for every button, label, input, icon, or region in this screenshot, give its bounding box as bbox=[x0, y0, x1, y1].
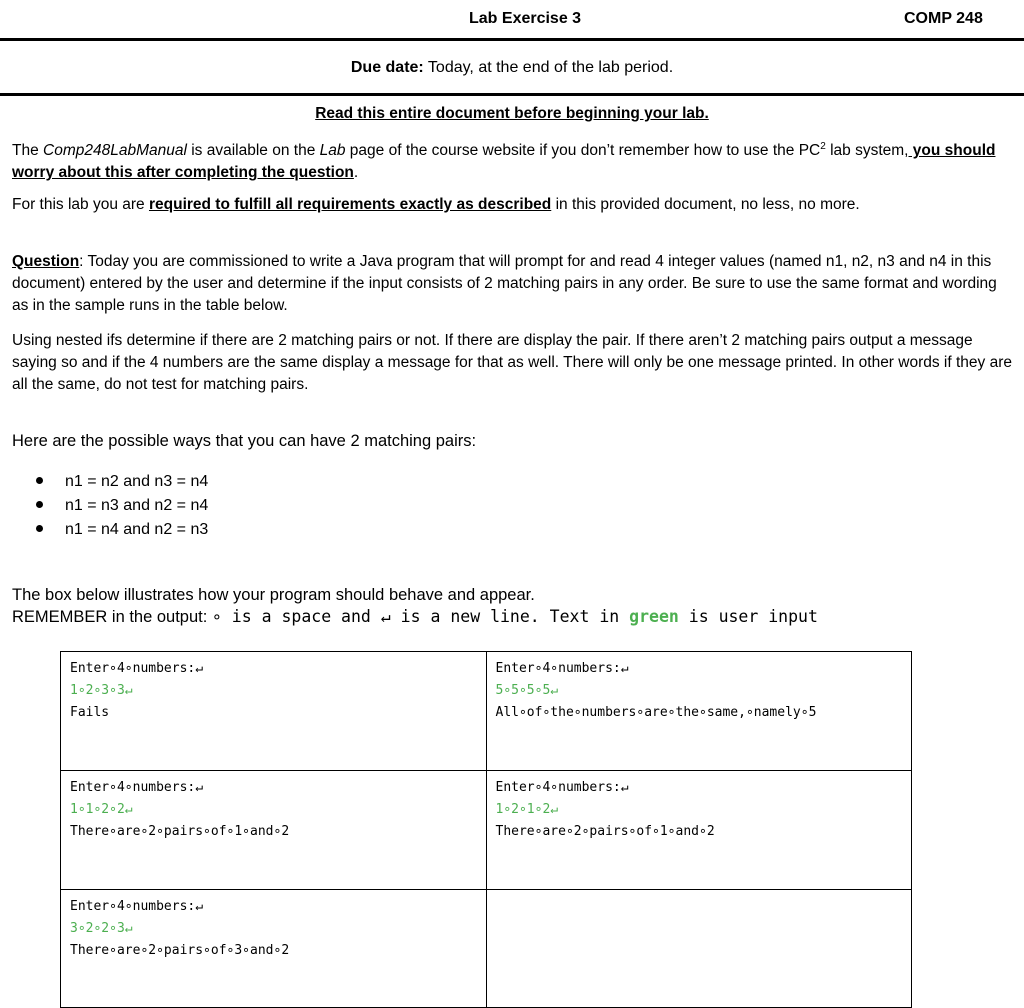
pair-ways-list bbox=[36, 470, 208, 542]
table-row bbox=[61, 771, 912, 890]
sample-run bbox=[486, 771, 912, 890]
sample-run bbox=[61, 652, 487, 771]
empty-cell bbox=[486, 890, 912, 1008]
question-text: : Today you are commissioned to write a Java program that will prompt for and read 4 integer values (named n1, n2, n3 and n4 in this document) entered by the user and determine if the input consists of 2 matching pairs in any order. Be sure to use the same format and wording as in the sample runs in the table below. bbox=[12, 253, 997, 314]
list-item bbox=[36, 494, 208, 518]
remember-line bbox=[12, 606, 1012, 628]
bullet-icon bbox=[36, 501, 43, 508]
lab-page-name: Lab bbox=[319, 142, 346, 160]
prompt-line: Enter∘4∘numbers:↵ bbox=[70, 899, 204, 914]
question-label: Question bbox=[12, 253, 80, 270]
due-rule bbox=[0, 93, 1024, 96]
bullet-icon bbox=[36, 525, 43, 532]
prompt-line: Enter∘4∘numbers:↵ bbox=[70, 661, 204, 676]
input-line: 1∘1∘2∘2↵ bbox=[70, 802, 133, 817]
input-line: 1∘2∘3∘3↵ bbox=[70, 683, 133, 698]
input-line: 3∘2∘2∘3↵ bbox=[70, 921, 133, 936]
table-row bbox=[61, 890, 912, 1008]
text: ∘ is a space and ↵ is a new line. Text in bbox=[211, 607, 630, 626]
sample-run bbox=[61, 890, 487, 1008]
emphasis: required to fulfill all requirements exactly as described bbox=[148, 196, 552, 213]
read-notice: Read this entire document before beginning your lab. bbox=[315, 105, 709, 122]
input-line: 5∘5∘5∘5↵ bbox=[495, 683, 559, 698]
text: n1 = n2 and n3 = n4 bbox=[65, 473, 209, 490]
output-line: There∘are∘2∘pairs∘of∘3∘and∘2 bbox=[70, 943, 290, 958]
output-line: Fails bbox=[70, 705, 110, 720]
sample-run bbox=[486, 652, 912, 771]
text: lab system, bbox=[825, 142, 909, 160]
lab-title: Lab Exercise 3 bbox=[469, 10, 582, 27]
requirements-paragraph bbox=[12, 194, 1012, 216]
text: . bbox=[353, 164, 359, 182]
emphasis: you should worry about this after completing the question bbox=[12, 142, 996, 182]
sample-runs-table bbox=[60, 651, 912, 1008]
green-word: green bbox=[629, 607, 679, 626]
manual-paragraph bbox=[12, 136, 1012, 184]
text: page of the course website if you don’t remember how to use the PC bbox=[345, 142, 821, 160]
text: REMEMBER in the output: bbox=[12, 608, 212, 626]
question-paragraph bbox=[12, 251, 1012, 317]
sample-run bbox=[61, 771, 487, 890]
course-code: COMP 248 bbox=[904, 10, 983, 27]
ways-intro: Here are the possible ways that you can have 2 matching pairs: bbox=[12, 432, 477, 450]
text: in this provided document, no less, no more. bbox=[551, 196, 860, 213]
box-intro: The box below illustrates how your program should behave and appear. bbox=[12, 586, 535, 604]
due-text: Today, at the end of the lab period. bbox=[423, 59, 674, 76]
bullet-icon bbox=[36, 477, 43, 484]
text: The bbox=[12, 142, 44, 160]
input-line: 1∘2∘1∘2↵ bbox=[495, 802, 559, 817]
manual-name: Comp248LabManual bbox=[43, 142, 187, 160]
prompt-line: Enter∘4∘numbers:↵ bbox=[495, 661, 629, 676]
nested-ifs-paragraph: Using nested ifs determine if there are 2 matching pairs or not. If there are display the pair. If there aren’t 2 matching pairs output a message saying so and if the 4 numbers are the same display a message for that as well. There will only be one message printed. In other words if they are all the same, do not test for matching pairs. bbox=[12, 332, 1012, 393]
table-row bbox=[61, 652, 912, 771]
output-line: There∘are∘2∘pairs∘of∘1∘and∘2 bbox=[70, 824, 290, 839]
text: n1 = n3 and n2 = n4 bbox=[65, 497, 209, 514]
due-label: Due date: bbox=[350, 59, 424, 76]
list-item bbox=[36, 470, 208, 494]
list-item bbox=[36, 518, 208, 542]
text: For this lab you are bbox=[12, 196, 149, 213]
output-line: All∘of∘the∘numbers∘are∘the∘same,∘namely∘5 bbox=[495, 705, 817, 720]
prompt-line: Enter∘4∘numbers:↵ bbox=[70, 780, 204, 795]
text: is available on the bbox=[186, 142, 320, 160]
superscript: 2 bbox=[820, 141, 826, 152]
output-line: There∘are∘2∘pairs∘of∘1∘and∘2 bbox=[495, 824, 715, 839]
due-date bbox=[0, 59, 1024, 77]
prompt-line: Enter∘4∘numbers:↵ bbox=[495, 780, 629, 795]
header-rule bbox=[0, 38, 1024, 41]
text: is user input bbox=[678, 607, 818, 626]
text: n1 = n4 and n2 = n3 bbox=[65, 521, 209, 538]
